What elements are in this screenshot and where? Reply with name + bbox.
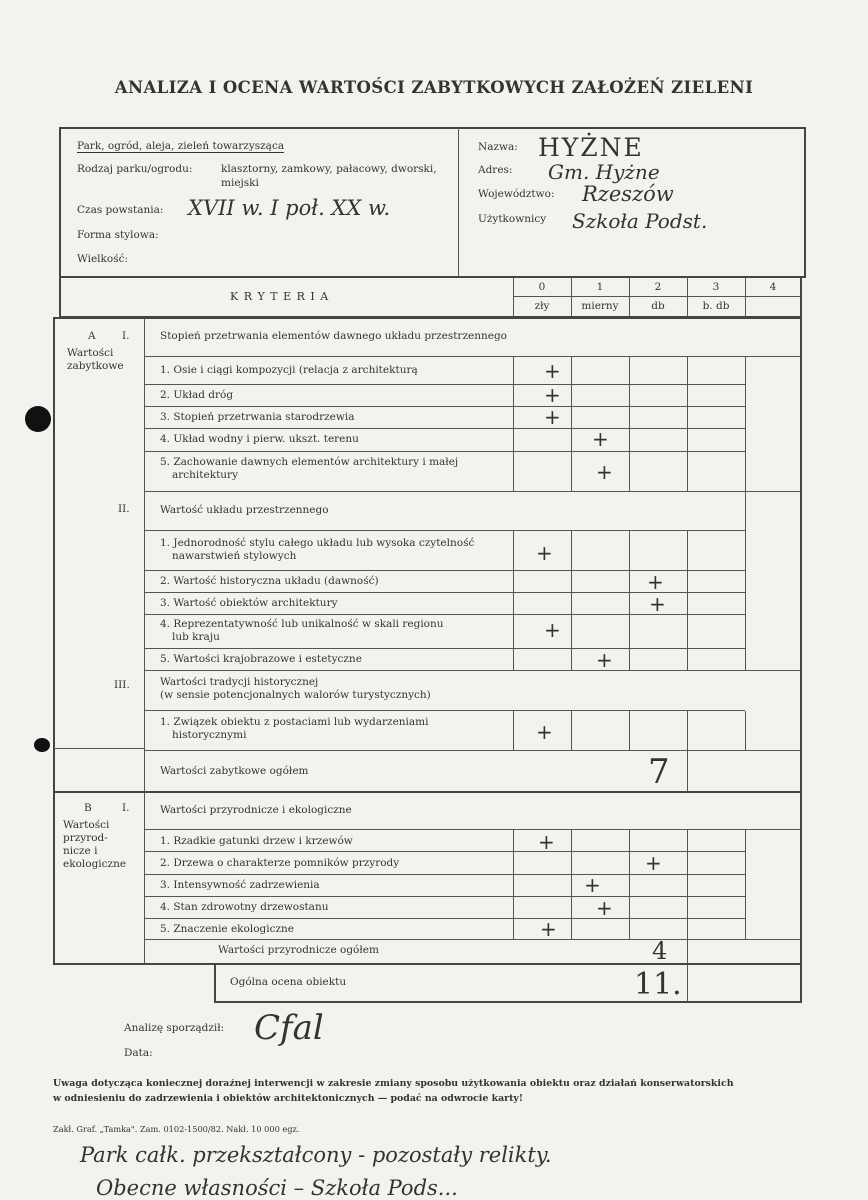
col-0-word: zły <box>534 300 550 312</box>
signature: Cfal <box>254 1008 324 1048</box>
a1-mark-2: + <box>544 383 561 407</box>
a2-mark-1: + <box>536 541 553 565</box>
section-b-roman: I. <box>122 802 130 814</box>
a2-item-4-line-2: lub kraju <box>172 631 220 643</box>
col-1-word: mierny <box>581 300 619 312</box>
a2-mark-2: + <box>647 570 664 594</box>
overall-label: Ogólna ocena obiektu <box>230 976 347 988</box>
b-mark-5: + <box>540 917 557 941</box>
a3-item-1-line-2: historycznymi <box>172 729 247 741</box>
b-mark-4: + <box>596 896 613 920</box>
adres-value: Gm. Hyżne <box>548 160 660 184</box>
nazwa-value: HYŻNE <box>538 133 644 162</box>
b-mark-3: + <box>584 873 601 897</box>
section-a-roman-3: III. <box>114 679 130 691</box>
data-label: Data: <box>124 1047 153 1059</box>
a2-item-3: 3. Wartość obiektów architektury <box>160 597 338 609</box>
section-b-label-1: Wartości <box>63 819 110 831</box>
punch-hole <box>25 406 51 432</box>
printer-line: Zakł. Graf. „Tamka". Zam. 0102-1500/82. Nakł. 10 000 egz. <box>53 1124 300 1134</box>
a2-item-4-line-1: 4. Reprezentatywność lub unikalność w skali regionu <box>160 618 444 630</box>
b-item-3: 3. Intensywność zadrzewienia <box>160 879 320 891</box>
group-3-title-2: (w sensie potencjonalnych walorów turystycznych) <box>160 689 431 701</box>
section-b-label-3: nicze i <box>63 845 98 857</box>
col-2-num: 2 <box>654 281 662 293</box>
group-2-title: Wartość układu przestrzennego <box>160 504 329 516</box>
a1-item-4: 4. Układ wodny i pierw. ukszt. terenu <box>160 433 359 445</box>
rodzaj-label: Rodzaj parku/ogrodu: <box>77 163 193 175</box>
forma-label: Forma stylowa: <box>77 229 159 241</box>
b-mark-1: + <box>538 830 555 854</box>
b-item-5: 5. Znaczenie ekologiczne <box>160 923 295 935</box>
a2-mark-5: + <box>596 648 613 672</box>
col-1-num: 1 <box>596 281 604 293</box>
overall-value: 11. <box>634 967 682 1002</box>
uwaga-line-2: w odniesieniu do zadrzewienia i obiektów architektonicznych — podać na odwrocie karty! <box>53 1093 523 1104</box>
adres-label: Adres: <box>478 164 513 176</box>
b-group-title: Wartości przyrodnicze i ekologiczne <box>160 804 352 816</box>
b-total-label: Wartości przyrodnicze ogółem <box>218 944 379 956</box>
kryteria-label: K R Y T E R I A <box>230 290 330 303</box>
czas-label: Czas powstania: <box>77 204 164 216</box>
uzyt-value: Szkoła Podst. <box>572 209 708 233</box>
section-b-label-2: przyrod- <box>63 832 108 844</box>
wielkosc-label: Wielkość: <box>77 253 129 265</box>
section-a-roman: I. <box>122 330 130 342</box>
punch-hole-edge <box>34 738 50 752</box>
section-a-letter: A <box>88 330 96 342</box>
a1-mark-3: + <box>544 405 561 429</box>
a1-mark-5: + <box>596 460 613 484</box>
section-a-label-2: zabytkowe <box>67 360 124 372</box>
a2-item-5: 5. Wartości krajobrazowe i estetyczne <box>160 653 362 665</box>
col-0-num: 0 <box>538 281 546 293</box>
a2-item-1-line-1: 1. Jednorodność stylu całego układu lub wysoka czytelność <box>160 537 475 549</box>
group-1-title: Stopień przetrwania elementów dawnego układu przestrzennego <box>160 330 507 342</box>
woj-label: Województwo: <box>478 188 555 200</box>
a2-item-2: 2. Wartość historyczna układu (dawność) <box>160 575 379 587</box>
b-mark-2: + <box>645 851 662 875</box>
a1-item-5-line-1: 5. Zachowanie dawnych elementów architektury i małej <box>160 456 459 468</box>
b-item-2: 2. Drzewa o charakterze pomników przyrody <box>160 857 400 869</box>
col-3-num: 3 <box>712 281 720 293</box>
a3-item-1-line-1: 1. Związek obiektu z postaciami lub wydarzeniami <box>160 716 429 728</box>
b-total-value: 4 <box>652 937 668 965</box>
a3-mark-1: + <box>536 720 553 744</box>
section-b-label-4: ekologiczne <box>63 858 127 870</box>
a2-mark-3: + <box>649 592 666 616</box>
a1-mark-1: + <box>544 359 561 383</box>
section-b-letter: B <box>84 802 92 814</box>
rodzaj-options-2: miejski <box>221 177 259 189</box>
uzyt-label: Użytkownicy <box>478 213 547 225</box>
form-title: ANALIZA I OCENA WARTOŚCI ZABYTKOWYCH ZAŁOŻEŃ ZIELENI <box>114 78 754 97</box>
nazwa-label: Nazwa: <box>478 141 518 153</box>
b-item-4: 4. Stan zdrowotny drzewostanu <box>160 901 329 913</box>
section-a-roman-2: II. <box>118 503 130 515</box>
a1-mark-4: + <box>592 427 609 451</box>
uwaga-line-1: Uwaga dotycząca koniecznej doraźnej interwencji w zakresie zmiany sposobu użytkowania obiektu oraz działań konserwatorskich <box>53 1078 734 1089</box>
col-2-word: db <box>651 300 665 312</box>
rodzaj-options: klasztorny, zamkowy, pałacowy, dworski, <box>221 163 437 175</box>
a-total-value: 7 <box>648 752 670 792</box>
czas-value: XVII w. I poł. XX w. <box>188 196 391 220</box>
col-4-num: 4 <box>769 281 777 293</box>
woj-value: Rzeszów <box>582 182 674 206</box>
a1-item-5-line-2: architektury <box>172 469 239 481</box>
handwritten-note-1: Park całk. przekształcony - pozostały relikty. <box>80 1143 552 1167</box>
a2-item-1-line-2: nawarstwień stylowych <box>172 550 297 562</box>
col-3-word: b. db <box>702 300 730 312</box>
handwritten-note-2: Obecne własności – Szkoła Pods... <box>96 1176 458 1200</box>
a2-mark-4: + <box>544 618 561 642</box>
a-total-label: Wartości zabytkowe ogółem <box>160 765 309 777</box>
park-line: Park, ogród, aleja, zieleń towarzysząca <box>77 140 285 152</box>
section-a-label-1: Wartości <box>67 347 114 359</box>
b-item-1: 1. Rzadkie gatunki drzew i krzewów <box>160 835 353 847</box>
a1-item-3: 3. Stopień przetrwania starodrzewia <box>160 411 355 423</box>
a1-item-1: 1. Osie i ciągi kompozycji (relacja z architekturą <box>160 364 418 376</box>
group-3-title-1: Wartości tradycji historycznej <box>160 676 319 688</box>
sporzadzil-label: Analizę sporządził: <box>124 1022 225 1034</box>
a1-item-2: 2. Układ dróg <box>160 389 234 401</box>
